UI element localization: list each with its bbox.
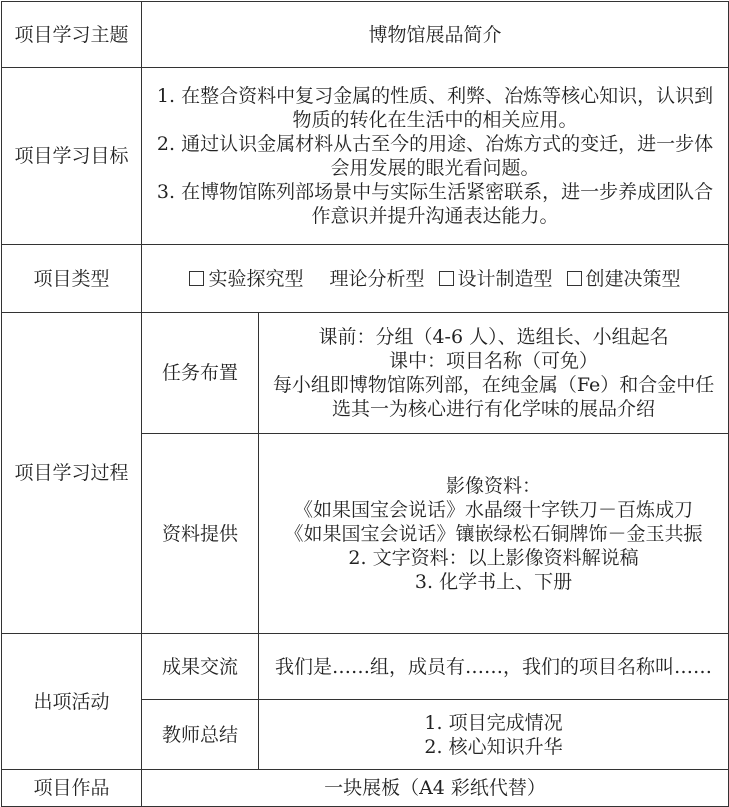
checkbox-icon [189, 271, 204, 286]
theme-label: 项目学习主题 [2, 2, 142, 68]
materials-line-5: 3. 化学书上、下册 [414, 570, 573, 593]
outcome-label: 出项活动 [2, 634, 142, 770]
materials-label: 资料提供 [142, 434, 259, 634]
type-option-4: 创建决策型 [585, 267, 681, 290]
goal-item-1: 1. 在整合资料中复习金属的性质、利弊、冶炼等核心知识，认识到物质的转化在生活中的相关应用。 [156, 85, 714, 131]
summary-content [259, 700, 729, 770]
type-option-3: 设计制造型 [457, 267, 553, 290]
summary-line-1: 1. 项目完成情况 [424, 711, 563, 734]
goal-label: 项目学习目标 [2, 68, 142, 245]
work-value: 一块展板（A4 彩纸代替） [142, 770, 729, 807]
row-work [2, 770, 729, 807]
row-goal [2, 68, 729, 245]
process-label: 项目学习过程 [2, 313, 142, 634]
checkbox-icon [567, 271, 582, 286]
task-label: 任务布置 [142, 313, 259, 434]
project-table [1, 1, 729, 807]
materials-line-4: 2. 文字资料：以上影像资料解说稿 [348, 546, 639, 569]
row-exchange [2, 634, 729, 700]
checkbox-icon [439, 271, 454, 286]
goal-item-3: 3. 在博物馆陈列部场景中与实际生活紧密联系，进一步养成团队合作意识并提升沟通表达能力。 [156, 181, 714, 227]
type-option-2: 理论分析型 [329, 267, 425, 290]
goal-content [142, 68, 729, 245]
task-line-1: 课前：分组（4-6 人）、选组长、小组起名 [318, 326, 669, 348]
materials-line-2: 《如果国宝会说话》水晶缀十字铁刀－百炼成刀 [294, 498, 694, 521]
work-label: 项目作品 [2, 770, 142, 807]
summary-label: 教师总结 [142, 700, 259, 770]
materials-line-1: 影像资料： [446, 474, 542, 497]
task-content [259, 313, 729, 434]
type-label: 项目类型 [2, 245, 142, 313]
theme-value: 博物馆展品简介 [142, 2, 729, 68]
task-line-3: 每小组即博物馆陈列部，在纯金属（Fe）和合金中任选其一为核心进行有化学味的展品介绍 [272, 374, 715, 420]
materials-line-3: 《如果国宝会说话》镶嵌绿松石铜牌饰－金玉共振 [284, 522, 703, 545]
type-option-1: 实验探究型 [208, 267, 304, 290]
row-type [2, 245, 729, 313]
row-task [2, 313, 729, 434]
task-line-2: 课中：项目名称（可免） [389, 350, 599, 372]
exchange-content: 我们是……组，成员有……，我们的项目名称叫…… [259, 634, 729, 700]
row-theme [2, 2, 729, 68]
exchange-label: 成果交流 [142, 634, 259, 700]
type-options [142, 245, 729, 313]
summary-line-2: 2. 核心知识升华 [424, 735, 563, 758]
materials-content [259, 434, 729, 634]
goal-item-2: 2. 通过认识金属材料从古至今的用途、冶炼方式的变迁，进一步体会用发展的眼光看问题。 [156, 133, 714, 179]
